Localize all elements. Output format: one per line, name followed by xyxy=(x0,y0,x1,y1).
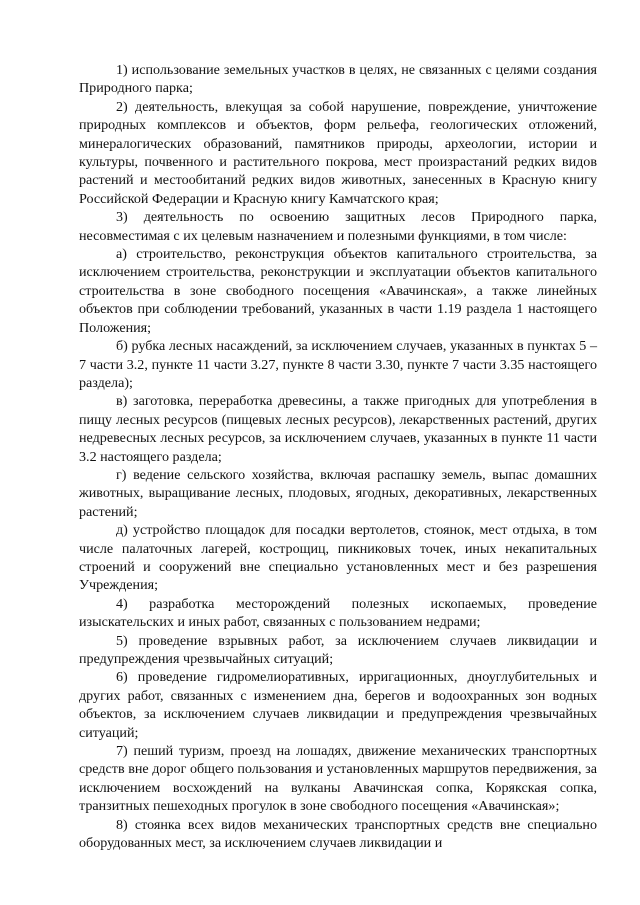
paragraph-item-4: 4) разработка месторождений полезных ископаемых, проведение изыскательских и иных работ, связанных с пользованием недрами; xyxy=(79,595,597,631)
document-body xyxy=(79,61,597,852)
paragraph-subitem-d: д) устройство площадок для посадки вертолетов, стоянок, мест отдыха, в том числе палаточных лагерей, кострощиц, пикниковых точек, иных некапитальных строений и сооружений вне специально установленных мест и без разрешения Учреждения; xyxy=(79,522,597,594)
paragraph-subitem-v: в) заготовка, переработка древесины, а также пригодных для употребления в пищу лесных ресурсов (пищевых лесных ресурсов), лекарственных растений, других недревесных лесных ресурсов, за исключением случаев, указанных в пункте 11 части 3.2 настоящего раздела; xyxy=(79,393,597,465)
paragraph-item-8: 8) стоянка всех видов механических транспортных средств вне специально оборудованных мест, за исключением случаев ликвидации и xyxy=(79,816,597,852)
paragraph-item-3: 3) деятельность по освоению защитных лесов Природного парка, несовместимая с их целевым назначением и полезными функциями, в том числе: xyxy=(79,209,597,244)
paragraph-item-7: 7) пеший туризм, проезд на лошадях, движение механических транспортных средств вне дорог общего пользования и установленных маршрутов передвижения, за исключением восхождений на вулканы Авачинская сопка, Корякская сопка, транзитных пешеходных прогулок в зоне свободного посещения «Авачинская»; xyxy=(79,743,597,815)
paragraph-item-5: 5) проведение взрывных работ, за исключением случаев ликвидации и предупреждения чрезвычайных ситуаций; xyxy=(79,632,597,667)
paragraph-item-1: 1) использование земельных участков в целях, не связанных с целями создания Природного парка; xyxy=(79,62,597,97)
paragraph-subitem-b: б) рубка лесных насаждений, за исключением случаев, указанных в пунктах 5 – 7 части 3.2, пункте 11 части 3.27, пункте 8 части 3.30, пункте 7 части 3.35 настоящего раздела); xyxy=(79,338,597,391)
paragraph-subitem-a: а) строительство, реконструкция объектов капитального строительства, за исключением строительства, реконструкции и эксплуатации объектов капитального строительства в зоне свободного посещения «Авачинская», а также линейных объектов при соблюдении требований, указанных в части 1.19 раздела 1 настоящего Положения; xyxy=(79,246,597,336)
paragraph-item-6: 6) проведение гидромелиоративных, ирригационных, дноуглубительных и других работ, связанных с изменением дна, берегов и водоохранных зон водных объектов, за исключением случаев ликвидации и предупреждения чрезвычайных ситуаций; xyxy=(79,669,597,741)
paragraph-item-2: 2) деятельность, влекущая за собой нарушение, повреждение, уничтожение природных комплексов и объектов, форм рельефа, геологических отложений, минералогических образований, памятников природы, археологии, истории и культуры, почвенного и растительного покрова, мест произрастаний редких видов растений и местообитаний редких видов животных, занесенных в Красную книгу Российской Федерации и Красную книгу Камчатского края; xyxy=(79,98,597,207)
paragraph-subitem-g: г) ведение сельского хозяйства, включая распашку земель, выпас домашних животных, выращивание лесных, плодовых, ягодных, декоративных, лекарственных растений; xyxy=(79,466,597,520)
